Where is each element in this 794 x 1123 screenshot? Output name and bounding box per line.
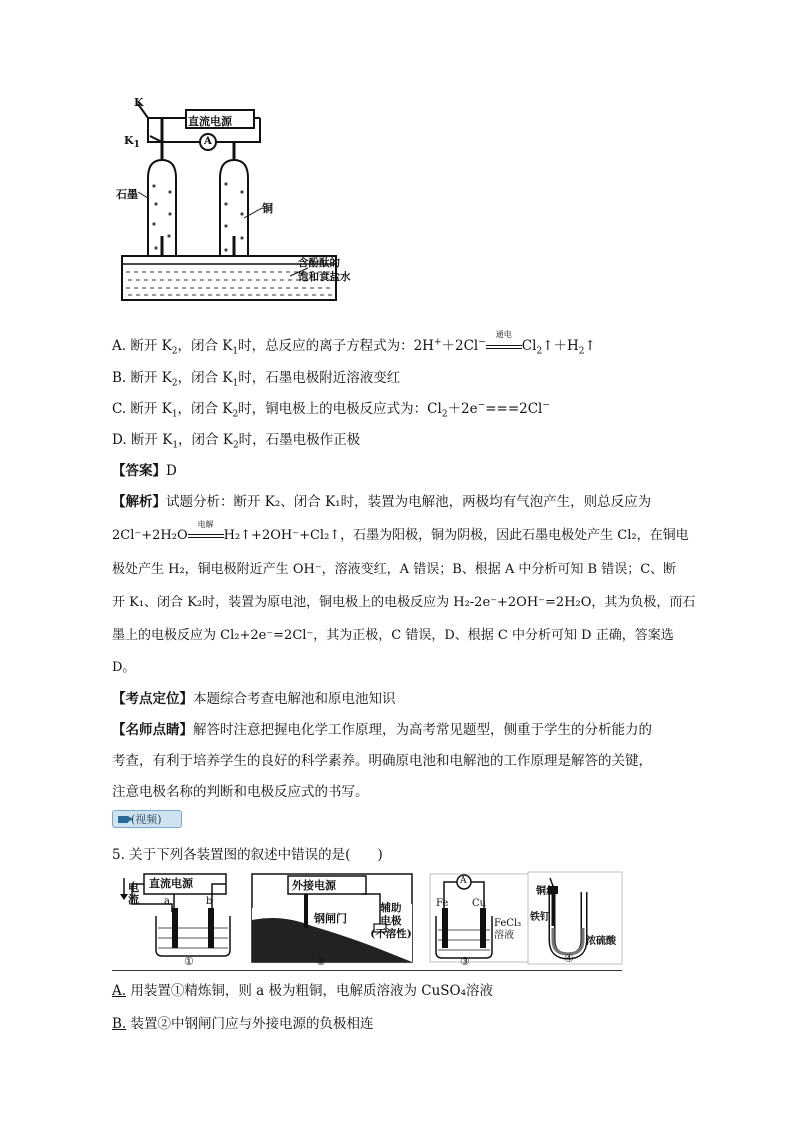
option-c-text: 时，铜电极上的电极反应式为：Cl bbox=[238, 401, 442, 417]
fig3-solution-label bbox=[494, 918, 521, 942]
option-c-k2sub: 2 bbox=[232, 409, 239, 420]
q4-analysis-line1 bbox=[112, 490, 651, 510]
figure1-ammeter-label: A bbox=[204, 136, 212, 147]
q5-stem: 5. 关于下列各装置图的叙述中错误的是( ) bbox=[112, 847, 383, 863]
figure1-solution-line2: 饱和食盐水 bbox=[298, 271, 351, 283]
option-a-reaction-condition bbox=[486, 330, 522, 354]
fig4-wire-label: 铜丝 bbox=[536, 886, 556, 897]
option-d-mid: ，闭合 K bbox=[178, 432, 233, 448]
option-c-mid: ，闭合 K bbox=[177, 401, 233, 417]
option-d-k1sub: 1 bbox=[172, 440, 179, 451]
figure1-k1-letter: K bbox=[124, 134, 134, 147]
fig1-power-label: 直流电源 bbox=[149, 877, 193, 890]
fig1-current-label: 电流 bbox=[128, 881, 139, 906]
fig3-cu-label: Cu bbox=[472, 898, 487, 909]
option-d-prefix: D. 断开 K bbox=[112, 432, 173, 448]
analysis-line2-b: H₂↑+2OH⁻+Cl₂↑，石墨为阳极，铜为阴极，因此石墨电极处产生 Cl₂，在铜电 bbox=[223, 528, 689, 543]
q4-analysis-line2 bbox=[112, 520, 689, 543]
analysis-reaction-condition bbox=[188, 520, 224, 543]
option-d-k2sub: 2 bbox=[232, 440, 239, 451]
option-a-text2: ＋2Cl bbox=[441, 338, 479, 354]
fig2-aux-line1: 辅助 bbox=[380, 902, 402, 914]
video-link-button[interactable] bbox=[112, 810, 182, 828]
option-a-text: 时，总反应的离子方程式为：2H bbox=[238, 338, 434, 354]
fig2-power-label: 外接电源 bbox=[292, 879, 336, 892]
q4-option-d bbox=[112, 428, 360, 451]
q4-kaodian bbox=[112, 687, 396, 707]
fig3-solution-line2: 溶液 bbox=[494, 930, 514, 941]
option-c-prefix: C. 断开 K bbox=[112, 401, 172, 417]
option-a-cond-text: 通电 bbox=[495, 330, 512, 339]
q5-figure-divider bbox=[112, 970, 622, 971]
option-a-plus-sup: + bbox=[433, 337, 442, 348]
option-a-prefix: A. 断开 K bbox=[112, 338, 172, 354]
fig4-number: ④ bbox=[564, 952, 574, 965]
option-b-k2sub: 2 bbox=[171, 378, 178, 389]
figure1-k2-label: K bbox=[134, 96, 144, 109]
mingshi-line1-text: 解答时注意把握电化学工作原理，为高考常见题型，侧重于学生的分析能力的 bbox=[193, 722, 652, 738]
q4-analysis-line4: 开 K₁、闭合 K₂时，装置为原电池，铜电极上的电极反应为 H₂-2e⁻+2OH⁻=2H₂O，其为负极，而石 bbox=[112, 595, 696, 610]
fig3-ammeter-label: A bbox=[460, 876, 467, 886]
figure1-power-label: 直流电源 bbox=[188, 115, 232, 128]
option-a-mid: ，闭合 K bbox=[177, 338, 233, 354]
answer-value: D bbox=[166, 463, 177, 479]
q5-option-b-text: 装置②中钢闸门应与外接电源的负极相连 bbox=[126, 1016, 374, 1032]
option-a-h-sub: 2 bbox=[578, 346, 585, 357]
fig4-acid-label: 浓硫酸 bbox=[586, 936, 616, 947]
option-a-k2sub: 2 bbox=[171, 346, 178, 357]
option-c-k1sub: 1 bbox=[171, 409, 178, 420]
analysis-line2-a: 2Cl⁻+2H₂O bbox=[112, 528, 188, 543]
analysis-cond-text: 电解 bbox=[197, 520, 214, 529]
fig2-number: ② bbox=[316, 955, 326, 968]
figure1-solution-line1: 含酚酞的 bbox=[298, 257, 340, 269]
figure1-k1-label bbox=[124, 134, 140, 150]
option-a-text4: ↑＋H bbox=[542, 338, 579, 354]
q4-option-b bbox=[112, 366, 400, 389]
q4-analysis-line5: 墨上的电极反应为 Cl₂+2e⁻=2Cl⁻，其为正极，C 错误，D、根据 C 中分析可知 D 正确，答案选 bbox=[112, 628, 674, 643]
fig2-gate-label: 钢闸门 bbox=[314, 912, 347, 925]
q4-option-c bbox=[112, 397, 550, 420]
fig1-a-label: a bbox=[164, 896, 170, 907]
q5-option-a-text: 用装置①精炼铜，则 a 极为粗铜，电解质溶液为 CuSO₄溶液 bbox=[126, 983, 494, 999]
fig2-aux-label bbox=[366, 902, 416, 941]
option-b-prefix: B. 断开 K bbox=[112, 370, 172, 386]
option-c-text2: ＋2e bbox=[447, 401, 478, 417]
option-d-text: 时，石墨电极作正极 bbox=[238, 432, 361, 448]
option-a-text3: Cl bbox=[521, 338, 537, 354]
option-c-e-sup: − bbox=[477, 400, 486, 411]
figure1-k1-sub: 1 bbox=[133, 140, 140, 151]
q4-mingshi-line1 bbox=[112, 718, 652, 738]
fig3-fe-label: Fe bbox=[436, 898, 449, 909]
option-a-cl-sub: 2 bbox=[536, 346, 543, 357]
q4-analysis-line6: D。 bbox=[112, 660, 136, 675]
fig3-solution-line1: FeCl₃ bbox=[494, 918, 522, 929]
q5-option-b bbox=[112, 1012, 374, 1032]
kaodian-label: 【考点定位】 bbox=[112, 691, 193, 707]
figure1-copper-label: 铜 bbox=[262, 202, 273, 215]
option-a-text5: ↑ bbox=[584, 338, 596, 354]
q4-option-a bbox=[112, 330, 596, 357]
q4-mingshi-line3: 注意电极名称的判断和电极反应式的书写。 bbox=[112, 784, 369, 800]
q4-analysis-line3: 极处产生 H₂，铜电极附近产生 OH⁻，溶液变红，A 错误；B、根据 A 中分析可知 B 错误；C、断 bbox=[112, 562, 677, 577]
option-b-k1sub: 1 bbox=[232, 378, 239, 389]
fig3-number: ③ bbox=[460, 955, 470, 968]
fig1-b-label: b bbox=[206, 896, 213, 907]
fig1-number: ① bbox=[184, 955, 194, 968]
q5-option-a-letter: A. bbox=[112, 983, 127, 999]
q4-mingshi-line2: 考查，有利于培养学生的良好的科学素养。明确原电池和电解池的工作原理是解答的关键， bbox=[112, 753, 652, 769]
video-camera-icon bbox=[118, 816, 128, 823]
kaodian-text: 本题综合考查电解池和原电池知识 bbox=[193, 691, 396, 707]
option-c-cl-sup: − bbox=[542, 400, 550, 411]
fig2-aux-line2: 电极 bbox=[380, 915, 402, 927]
analysis-label: 【解析】 bbox=[112, 494, 166, 510]
analysis-line1-text: 试题分析：断开 K₂、闭合 K₁时，装置为电解池，两极均有气泡产生，则总反应为 bbox=[166, 494, 652, 510]
q5-option-a bbox=[112, 979, 493, 999]
option-c-cl-sub: 2 bbox=[441, 409, 448, 420]
option-a-minus-sup: − bbox=[478, 337, 486, 348]
figure1-solution-label bbox=[298, 256, 351, 284]
option-a-k1sub: 1 bbox=[232, 346, 239, 357]
fig2-aux-line3: (不溶性) bbox=[370, 928, 412, 940]
option-b-mid: ，闭合 K bbox=[177, 370, 233, 386]
video-badge-label: (视频) bbox=[131, 813, 162, 826]
fig4-nail-label: 铁钉 bbox=[530, 912, 550, 923]
option-b-text: 时，石墨电极附近溶液变红 bbox=[238, 370, 401, 386]
q4-answer bbox=[112, 459, 177, 479]
option-c-text3: ===2Cl bbox=[485, 401, 543, 417]
figure1-graphite-label: 石墨 bbox=[116, 188, 138, 201]
answer-label: 【答案】 bbox=[112, 463, 166, 479]
mingshi-label: 【名师点睛】 bbox=[112, 722, 193, 738]
q5-option-b-letter: B. bbox=[112, 1016, 127, 1032]
